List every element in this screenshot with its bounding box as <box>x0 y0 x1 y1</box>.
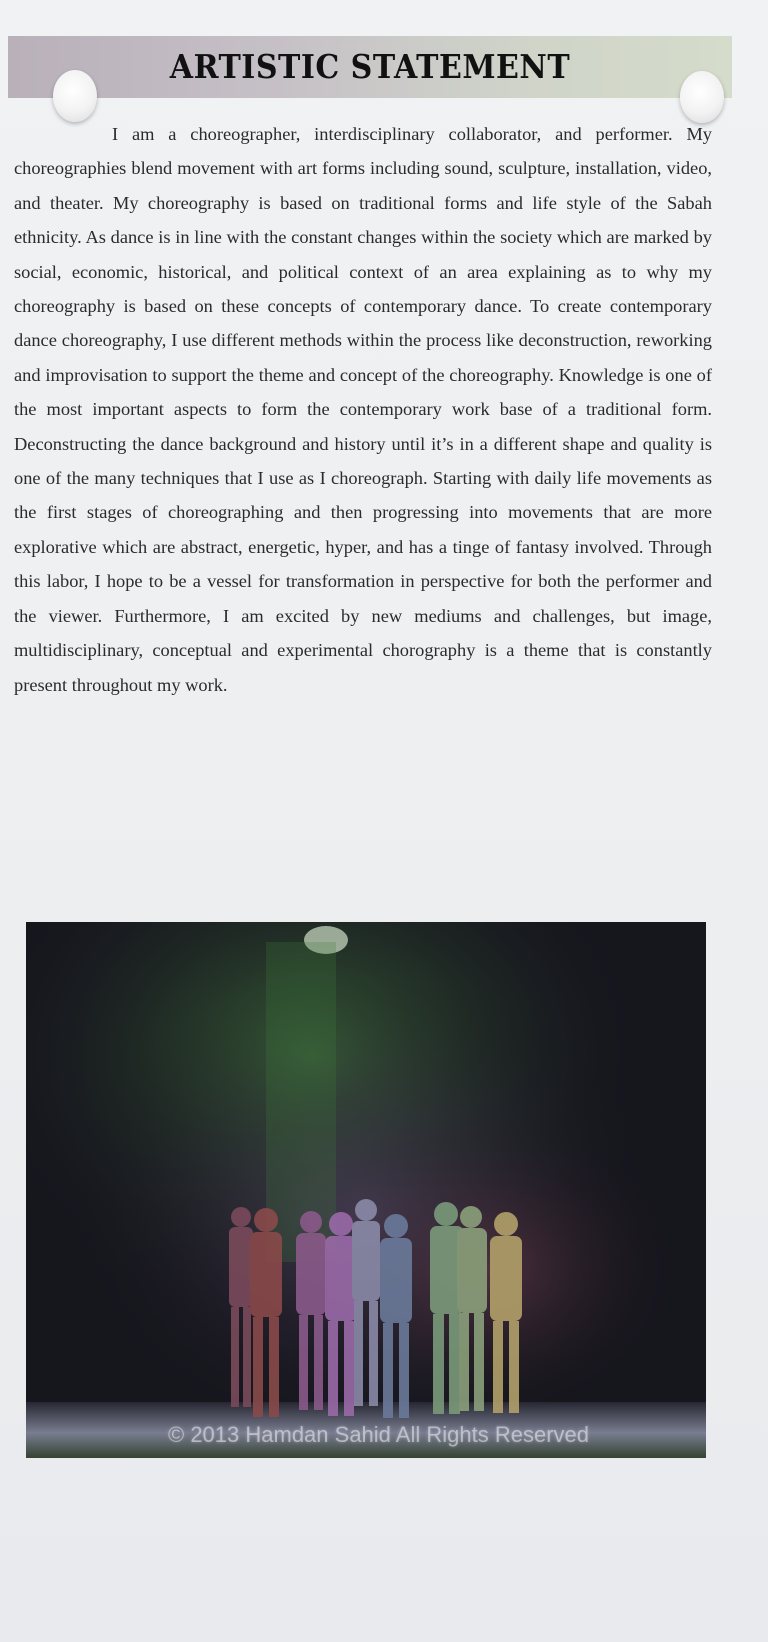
punch-hole-right <box>680 71 724 123</box>
photo-watermark: © 2013 Hamdan Sahid All Rights Reserved <box>168 1422 589 1447</box>
photo-artwork <box>26 922 706 1458</box>
dance-performance-photo <box>26 922 706 1458</box>
page-title: ARTISTIC STATEMENT <box>169 48 571 86</box>
artistic-statement-paragraph: I am a choreographer, interdisciplinary collaborator, and performer. My choreographies blend movement with art forms including sound, sculpture, installation, video, and theater. My choreography is based on traditional forms and life style of the Sabah ethnicity. As dance is in line with the constant changes within the society which are marked by social, economic, historical, and political context of an area explaining as to why my choreography is based on these concepts of contemporary dance. To create contemporary dance choreography, I use different methods within the process like deconstruction, reworking and improvisation to support the theme and concept of the choreography. Knowledge is one of the most important aspects to form the contemporary work base of a traditional form. Deconstructing the dance background and history until it’s in a different shape and quality is one of the many techniques that I use as I choreograph. Starting with daily life movements as the first stages of choreographing and then progressing into movements that are more explorative which are abstract, energetic, hyper, and has a tinge of fantasy involved. Through this labor, I hope to be a vessel for transformation in perspective for both the performer and the viewer. Furthermore, I am excited by new mediums and challenges, but image, multidisciplinary, conceptual and experimental chorography is a theme that is constantly present throughout my work. <box>14 124 712 695</box>
punch-hole-left <box>53 70 97 122</box>
header-band <box>8 36 732 98</box>
